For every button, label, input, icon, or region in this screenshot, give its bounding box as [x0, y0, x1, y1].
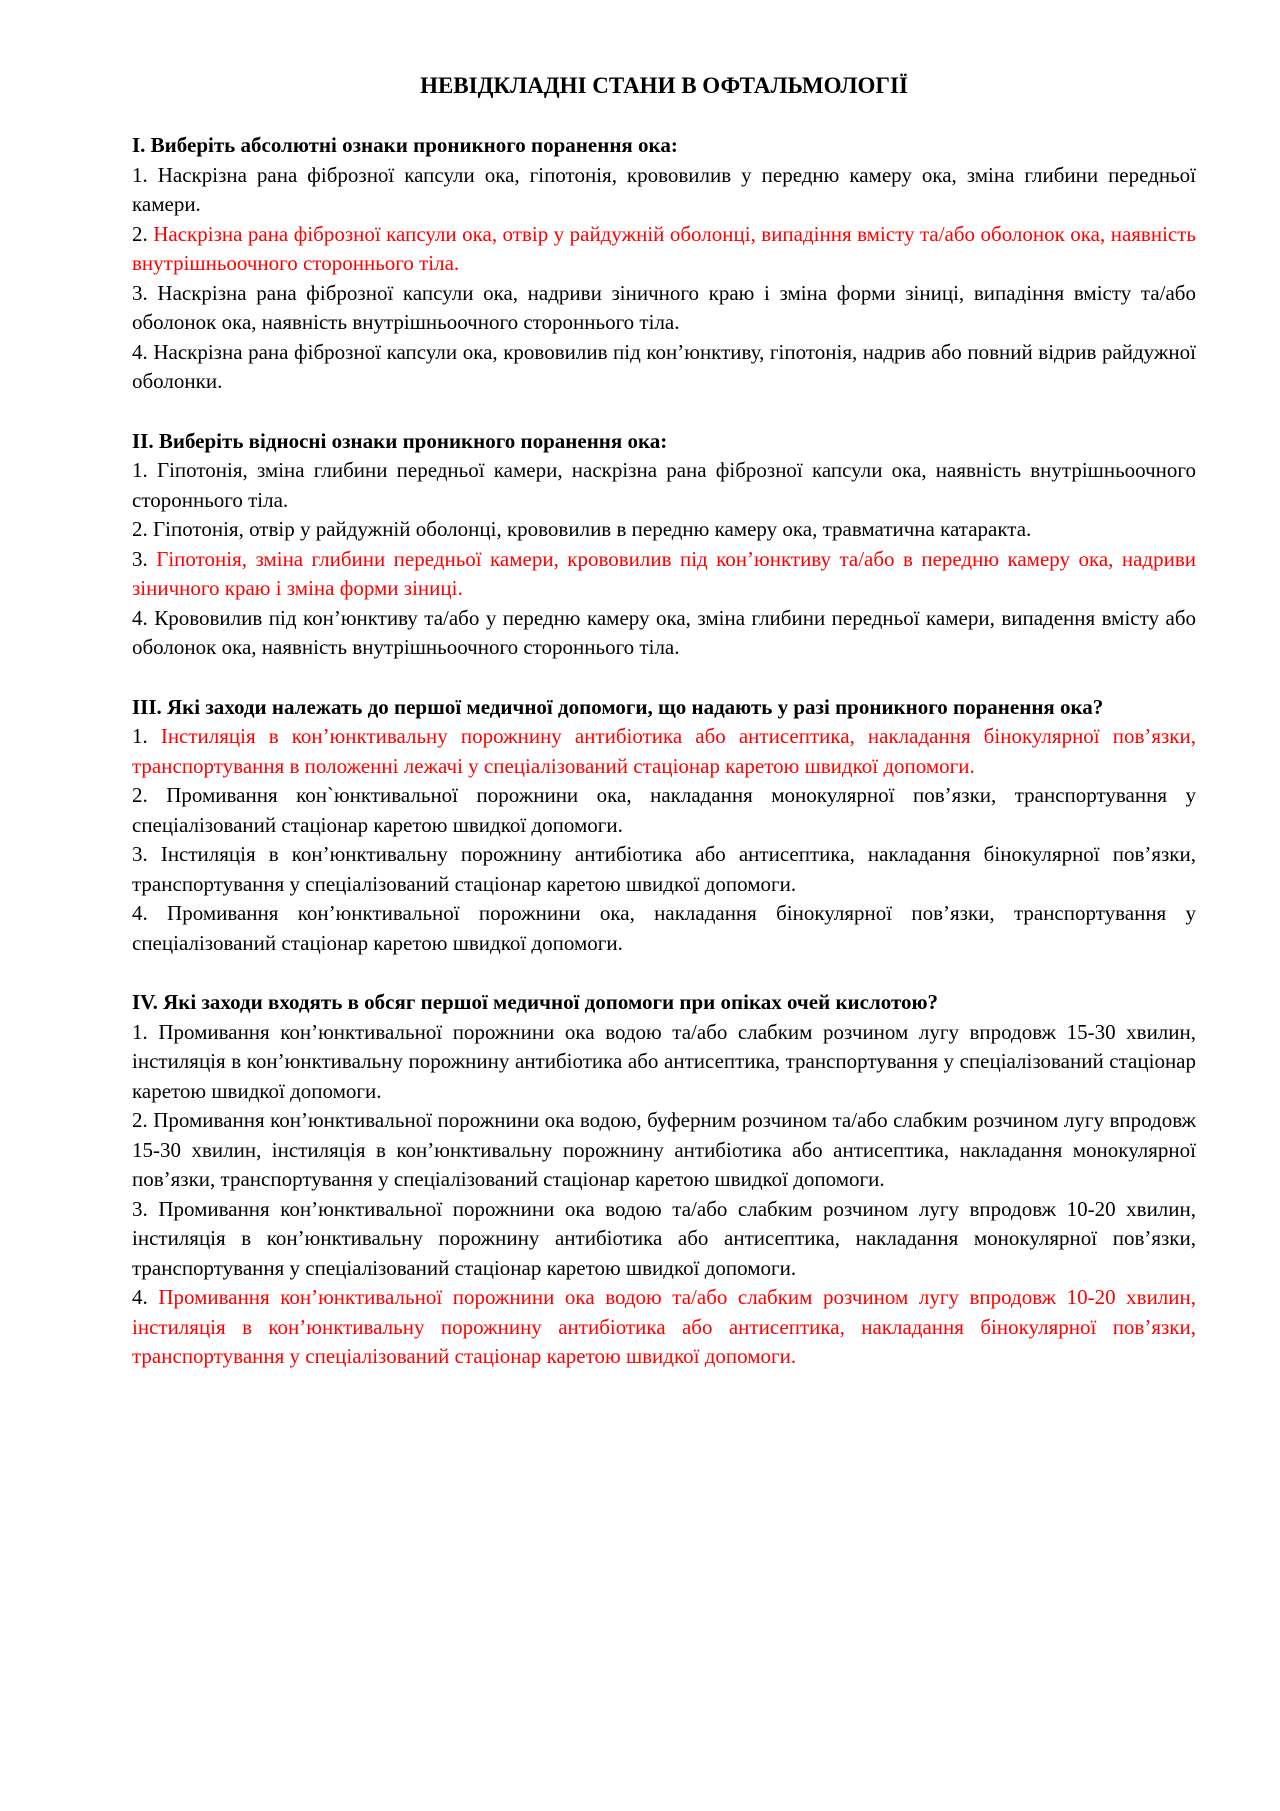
answer-text: Промивання кон’юнктивальної порожнини ока, накладання бінокулярної пов’язки, транспортування у спеціалізований стаціонар каретою швидкої допомоги.: [132, 901, 1197, 955]
answer-text: Наскрізна рана фіброзної капсули ока, крововилив під кон’юнктиву, гіпотонія, надрив або повний відрив райдужної оболонки.: [132, 339, 1196, 393]
question-section: [132, 131, 1196, 397]
correct-answer-text: Гіпотонія, зміна глибини передньої камери, крововилив під кон’юнктиву та/або в передню камеру ока, надриви зіничного краю і зміна форми зіниці.: [132, 546, 1196, 600]
answer-number: 2.: [132, 1108, 148, 1132]
question-text: III. Які заходи належать до першої медичної допомоги, що надають у разі проникного поранення ока?: [132, 694, 1104, 719]
answer-option: [132, 279, 1196, 338]
question-section: [132, 427, 1196, 663]
answer-option-correct: [132, 1283, 1196, 1372]
answer-number: 4.: [132, 1285, 148, 1309]
question-text: I. Виберіть абсолютні ознаки проникного поранення ока:: [132, 133, 678, 157]
answer-text: Наскрізна рана фіброзної капсули ока, гіпотонія, крововилив у передню камеру ока, зміна глибини передньої камери.: [132, 162, 1197, 216]
answer-text: Промивання кон`юнктивальної порожнини ока, накладання монокулярної пов’язки, транспортування у спеціалізований стаціонар каретою швидкої допомоги.: [132, 783, 1196, 837]
answer-number: 2.: [132, 783, 148, 807]
answer-option: [132, 840, 1196, 899]
question-section: [132, 693, 1196, 959]
answer-number: 1.: [132, 724, 148, 748]
answer-text: Інстиляція в кон’юнктивальну порожнину антибіотика або антисептика, накладання бінокулярної пов’язки, транспортування у спеціалізований стаціонар каретою швидкої допомоги.: [132, 842, 1197, 896]
correct-answer-text: Наскрізна рана фіброзної капсули ока, отвір у райдужній оболонці, випадіння вмісту та/або оболонок ока, наявність внутрішньоочного стороннього тіла.: [132, 221, 1196, 275]
answer-number: 3.: [132, 280, 148, 305]
answer-number: 1.: [132, 162, 148, 187]
answer-number: 2.: [132, 221, 148, 246]
answer-option: [132, 338, 1196, 397]
correct-answer-text: Промивання кон’юнктивальної порожнини ока водою та/або слабким розчином лугу впродовж 10-20 хвилин, інстиляція в кон’юнктивальну порожнину антибіотика або антисептика, накладання бінокулярної пов’язки, транспортування у спеціалізований стаціонар каретою швидкої допомоги.: [132, 1285, 1197, 1368]
answer-text: Гіпотонія, зміна глибини передньої камери, наскрізна рана фіброзної капсули ока, наявність внутрішньоочного стороннього тіла.: [132, 458, 1196, 512]
answer-number: 1.: [132, 1019, 148, 1044]
answer-option: [132, 1018, 1196, 1107]
answer-option: [132, 899, 1196, 958]
answer-text: Промивання кон’юнктивальної порожнини ока водою та/або слабким розчином лугу впродовж 10-20 хвилин, інстиляція в кон’юнктивальну порожнину антибіотика або антисептика, накладання монокулярної пов’язки, транспортування у спеціалізований стаціонар каретою швидкої допомоги.: [132, 1196, 1197, 1280]
answer-number: 3.: [132, 1196, 148, 1221]
answer-option: [132, 781, 1196, 840]
question-section: [132, 988, 1196, 1372]
answer-option: [132, 515, 1196, 545]
answer-text: Промивання кон’юнктивальної порожнини ока водою та/або слабким розчином лугу впродовж 15-30 хвилин, інстиляція в кон’юнктивальну порожнину антибіотика або антисептика, транспортування у спеціалізований стаціонар каретою швидкої допомоги.: [132, 1019, 1197, 1103]
answer-number: 3.: [132, 546, 148, 571]
answer-number: 3.: [132, 842, 148, 866]
answer-number: 4.: [132, 901, 148, 925]
answer-option: [132, 1195, 1196, 1284]
question-text: II. Виберіть відносні ознаки проникного поранення ока:: [132, 428, 668, 453]
question-text: IV. Які заходи входять в обсяг першої медичної допомоги при опіках очей кислотою?: [132, 990, 939, 1014]
answer-option-correct: [132, 220, 1196, 279]
correct-answer-text: Інстиляція в кон’юнктивальну порожнину антибіотика або антисептика, накладання бінокулярної пов’язки, транспортування в положенні лежачі у спеціалізований стаціонар каретою швидкої допомоги.: [132, 724, 1197, 778]
answer-text: Промивання кон’юнктивальної порожнини ока водою, буферним розчином та/або слабким розчином лугу впродовж 15-30 хвилин, інстиляція в кон’юнктивальну порожнину антибіотика або антисептика, накладання монокулярної пов’язки, транспортування у спеціалізований стаціонар каретою швидкої допомоги.: [132, 1108, 1197, 1191]
answer-number: 4.: [132, 605, 148, 630]
answer-option-correct: [132, 722, 1196, 781]
document-title: НЕВІДКЛАДНІ СТАНИ В ОФТАЛЬМОЛОГІЇ: [420, 73, 908, 98]
answer-option: [132, 456, 1196, 515]
answer-number: 1.: [132, 458, 148, 482]
answer-text: Наскрізна рана фіброзної капсули ока, надриви зіничного краю і зміна форми зіниці, випадіння вмісту та/або оболонок ока, наявність внутрішньоочного стороннього тіла.: [132, 280, 1196, 334]
answer-number: 2.: [132, 517, 148, 541]
answer-option: [132, 1106, 1196, 1195]
answer-option: [132, 604, 1196, 663]
answer-number: 4.: [132, 339, 148, 364]
answer-text: Крововилив під кон’юнктиву та/або у передню камеру ока, зміна глибини передньої камери, випадення вмісту або оболонок ока, наявність внутрішньоочного стороннього тіла.: [132, 605, 1196, 659]
answer-option-correct: [132, 545, 1196, 604]
answer-text: Гіпотонія, отвір у райдужній оболонці, крововилив в передню камеру ока, травматична катаракта.: [153, 517, 1032, 541]
document-page: [132, 70, 1196, 1402]
answer-option: [132, 161, 1196, 220]
